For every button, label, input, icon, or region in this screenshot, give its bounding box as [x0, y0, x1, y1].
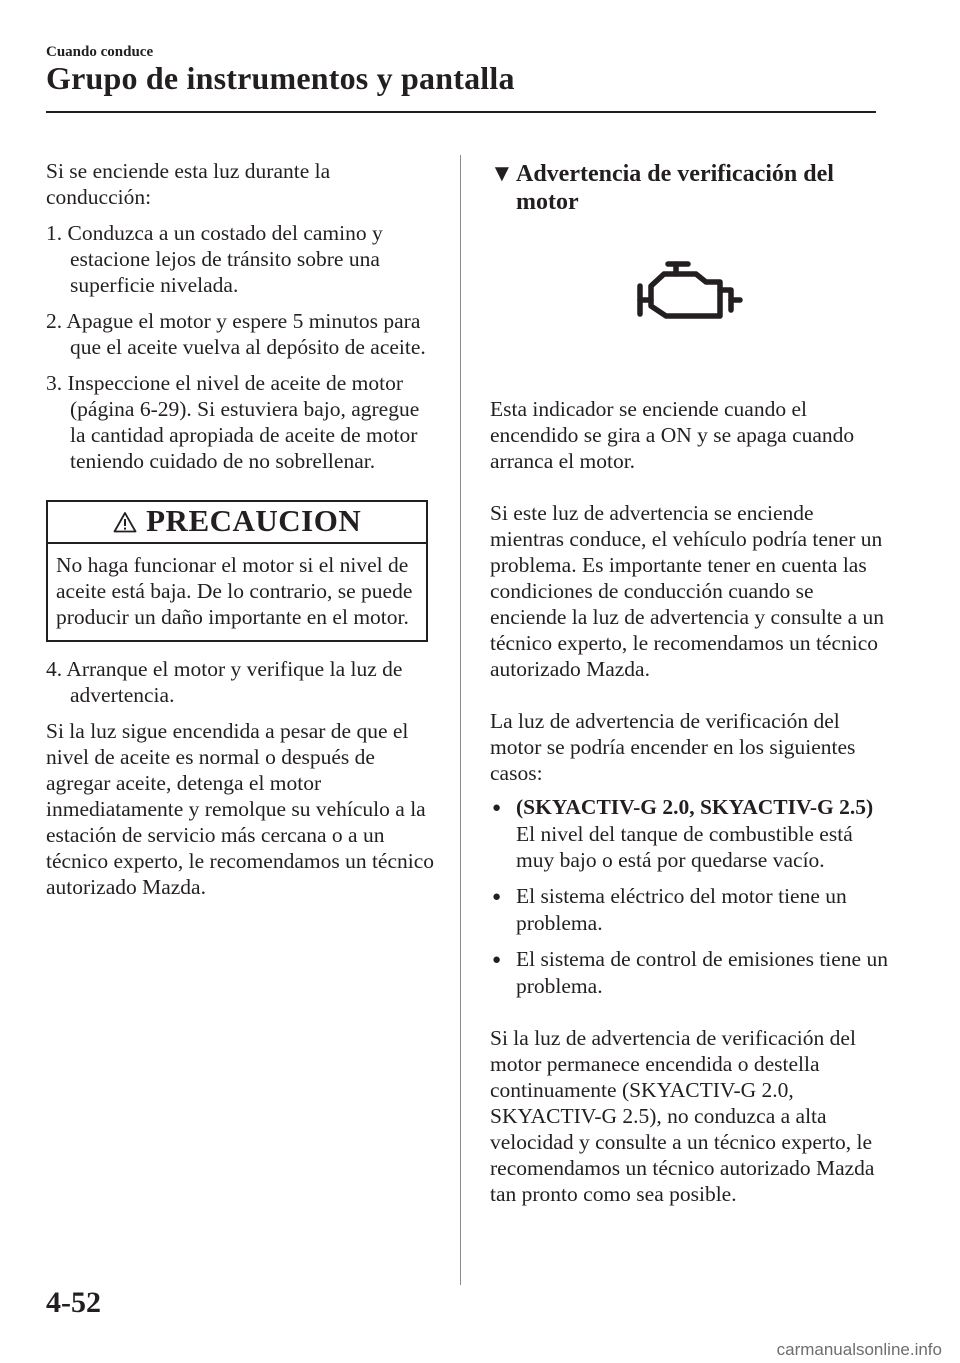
check-engine-icon-wrap [490, 258, 890, 334]
bullet-text: El nivel del tanque de combustible está muy bajo o está por quedarse vacío. [516, 822, 853, 872]
caution-title: PRECAUCION [146, 503, 362, 538]
intro-text: Si se enciende esta luz durante la conducción: [46, 159, 331, 209]
page-number: 4-52 [46, 1286, 101, 1319]
paragraph-1: Esta indicador se enciende cuando el encendido se gira a ON y se apaga cuando arranca el motor. [490, 397, 855, 473]
caution-header [48, 502, 426, 544]
step-2: 2. Apague el motor y espere 5 minutos para que el aceite vuelva al depósito de aceite. [46, 309, 426, 359]
warning-triangle-icon [113, 511, 137, 533]
chapter-title: Grupo de instrumentos y pantalla [46, 60, 515, 96]
watermark-text: carmanualsonline.info [776, 1340, 942, 1359]
column-divider [460, 155, 461, 1285]
bullet-text: El sistema eléctrico del motor tiene un problema. [516, 884, 847, 935]
paragraph-4: Si la luz de advertencia de verificación del motor permanece encendida o destella continuamente (SKYACTIV-G 2.0, SKYACTIV-G 2.5), no conduzca a alta velocidad y consulte a un técnico experto, le recomendamos un técnico autorizado Mazda tan pronto como sea posible. [490, 1026, 875, 1206]
bullet-item [490, 883, 890, 936]
caution-text: No haga funcionar el motor si el nivel de aceite está baja. De lo contrario, se puede producir un daño importante en el motor. [56, 553, 413, 629]
left-column [46, 158, 438, 900]
section-heading [490, 160, 890, 216]
bullet-dot: ● [492, 889, 502, 905]
step-4: 4. Arranque el motor y verifique la luz de advertencia. [46, 657, 403, 707]
bullet-title: (SKYACTIV-G 2.0, SKYACTIV-G 2.5) [516, 795, 874, 819]
section-title: Cuando conduce [46, 44, 154, 60]
heading-text: Advertencia de verificación del motor [516, 161, 834, 215]
bullet-dot: ● [492, 952, 502, 968]
check-engine-icon [636, 258, 744, 328]
paragraph-2: Si este luz de advertencia se enciende mientras conduce, el vehículo podría tener un problema. Es importante tener en cuenta las condiciones de conducción cuando se enciende la luz de advertencia y consulte a un técnico experto, le recomendamos un técnico autorizado Mazda. [490, 501, 884, 681]
step-3: 3. Inspeccione el nivel de aceite de motor (página 6-29). Si estuviera bajo, agregue la cantidad apropiada de aceite de motor teniendo cuidado de no sobrellenar. [46, 371, 420, 473]
closing-text: Si la luz sigue encendida a pesar de que el nivel de aceite es normal o después de agregar aceite, detenga el motor inmediatamente y remolque su vehículo a la estación de servicio más cercana o a un técnico experto, le recomendamos un técnico autorizado Mazda. [46, 719, 435, 899]
paragraph-3: La luz de advertencia de verificación del motor se podría encender en los siguientes casos: [490, 709, 856, 785]
bullet-text: El sistema de control de emisiones tiene un problema. [516, 947, 888, 998]
bullet-dot: ● [492, 800, 502, 816]
bullet-item [490, 794, 890, 873]
bullet-item [490, 946, 890, 999]
header-rule [46, 111, 876, 113]
right-column [490, 160, 890, 1207]
step-1: 1. Conduzca a un costado del camino y estacione lejos de tránsito sobre una superficie nivelada. [46, 221, 383, 297]
heading-marker: ▼ [490, 161, 514, 187]
caution-box [46, 500, 428, 642]
